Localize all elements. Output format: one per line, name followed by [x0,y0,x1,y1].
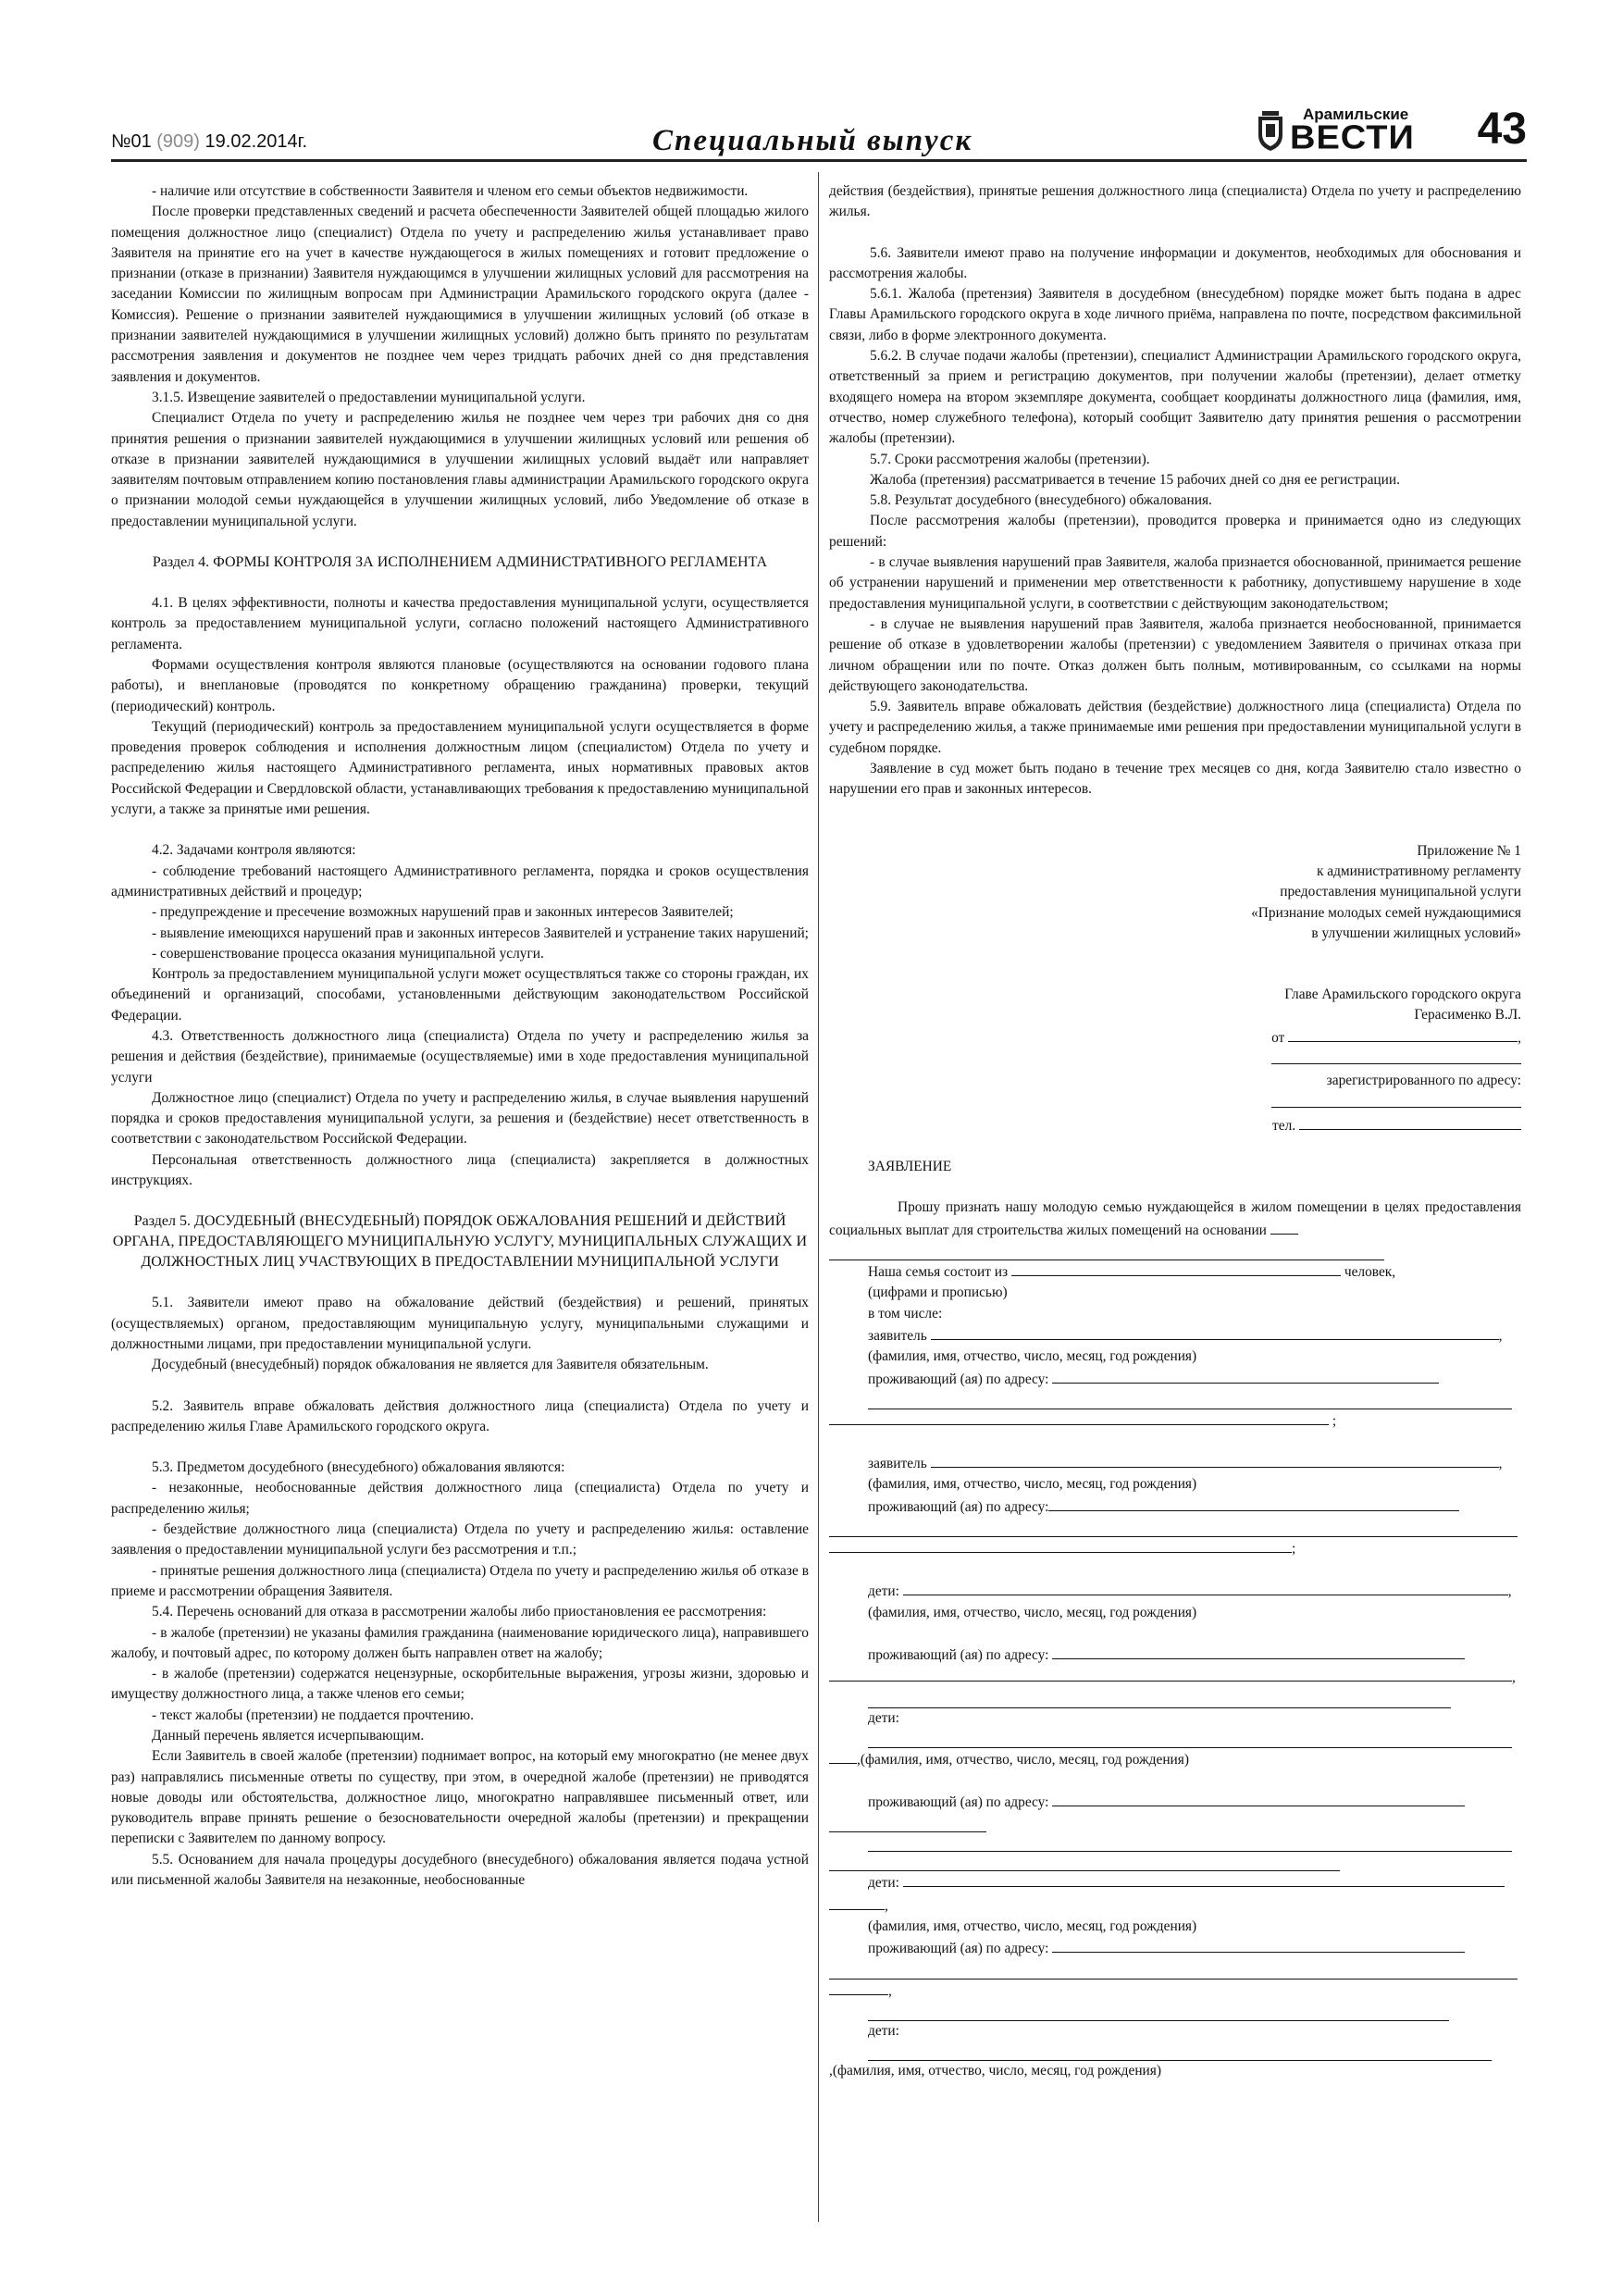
paragraph: 5.6. Заявители имеют право на получение информации и документов, необходимых для обоснования и рассмотрения жалобы. [829,244,1521,281]
paragraph: Текущий (периодический) контроль за предоставлением муниципальной услуги осуществляется в форме проведения проверок соблюдения и исполнения должностным лицом (специалистом) Отдела по учету и распределению жилья настоящего Административного регламента, иных нормативных правовых актов Российской Федерации и Свердловской области, устанавливающих требования к предоставлению муниципальной услуги, а также за принятые ими решения. [111,718,809,818]
paragraph: Должностное лицо (специалист) Отдела по учету и распределению жилья, в случае выявления нарушений порядка и сроков предоставления муниципальной услуги, за решения и (бездействие) несет ответственность в соответствии с законодательством Российской Федерации. [111,1089,809,1148]
child-2-address-4[interactable] [829,1852,1340,1871]
basis-field-2[interactable] [829,1241,1384,1260]
paragraph: Формами осуществления контроля являются плановые (осуществляются на основании годового плана работы), и внеплановые (проводятся по конкретному обращению гражданина) проверки, текущий (периодический) контроль. [111,656,809,714]
appendix-line: в улучшении жилищных условий» [1311,925,1521,941]
applicant-2-address[interactable] [1048,1496,1459,1511]
basis-field[interactable] [1270,1219,1298,1235]
appendix-block [829,841,1521,944]
child-2-field[interactable] [868,1729,1512,1748]
child-3-address-3[interactable] [829,1980,888,1995]
address-label: проживающий (ая) по адресу: [868,1498,1049,1515]
child-3-address-4[interactable] [868,2002,1449,2021]
applicant-2-field[interactable] [931,1452,1499,1468]
issue-date: 19.02.2014г. [204,131,308,152]
paragraph: - незаконные, необоснованные действия должностного лица (специалиста) Отдела по учету и распределению жилья; [111,1480,809,1517]
applicant-2-address-2[interactable] [829,1518,1518,1537]
paragraph: Если Заявитель в своей жалобе (претензии) поднимает вопрос, на который ему многократно (не менее двух раз) направлялись письменные ответы по существу, при этом, в очередной жалобе (претензии) не приводятся новые доводы или обстоятельства, должностное лицо, многократно направлявшее письменный ответ, или руководитель вправе принять решение о безосновательности очередной жалобы (претензии) и прекращении переписки с Заявителем по данному вопросу. [111,1748,809,1847]
logo-title: ВЕСТИ [1290,119,1415,156]
request-text: Прошу признать нашу молодую семью нуждающейся в жилом помещении в целях предоставления социальных выплат для строительства жилых помещений на основании [829,1199,1521,1238]
applicant-1-field[interactable] [931,1324,1499,1340]
paragraph: - в жалобе (претензии) не указаны фамилия гражданина (наименование юридического лица), направившего жалобу, и почтовый адрес, по которому должен быть направлен ответ на жалобу; [111,1624,809,1661]
paragraph: - наличие или отсутствие в собственности Заявителя и членом его семьи объектов недвижимости. [152,183,749,199]
registered-label: зарегистрированного по адресу: [1326,1073,1521,1089]
logo-subtitle: Арамильские [1303,105,1409,123]
child-1-address[interactable] [1052,1644,1465,1659]
issue-info [111,131,307,153]
page-number: 43 [1477,105,1527,154]
paragraph: 3.1.5. Извещение заявителей о предоставлении муниципальной услуги. [152,389,586,405]
paragraph: 5.6.1. Жалоба (претензия) Заявителя в досудебном (внесудебном) порядке может быть подана в адрес Главы Арамильского городского округа в ходе личного приёма, направлена по почте, посредством факсимильной связи, либо в форме электронного документа. [829,286,1521,343]
children-label: дети: [868,1709,899,1726]
tel-label: тел. [1272,1117,1296,1134]
including-label: в том числе: [868,1305,943,1322]
children-label: дети: [868,1583,899,1600]
child-3-field[interactable] [903,1871,1505,1887]
paragraph: 5.1. Заявители имеют право на обжалование действий (бездействия) и решений, принятых (осуществляемых) органом, предоставляющим муниципальную услугу, муниципальными служащими и должностными лицами, при предоставлении муниципальной услуги. [111,1295,809,1352]
paragraph: 4.3. Ответственность должностного лица (специалиста) Отдела по учету и распределению жилья за решения и действия (бездействие), принимаемые (осуществляемые) ими в ходе предоставления муниципальной услуги [111,1027,809,1086]
addressee-line: Главе Арамильского городского округа [1284,987,1521,1003]
paragraph: - в случае не выявления нарушений прав Заявителя, жалоба признается необоснованной, принимается решение об отказе в удовлетворении жалобы (претензии) с уведомлением Заявителя о причинах отказа при личном обращении или по почте. Отказ должен быть полным, мотивированным, со ссылками на нормы действующего законодательства. [829,615,1521,694]
section-5-heading: Раздел 5. ДОСУДЕБНЫЙ (ВНЕСУДЕБНЫЙ) ПОРЯДОК ОБЖАЛОВАНИЯ РЕШЕНИЙ И ДЕЙСТВИЙ ОРГАНА, ПРЕДОСТАВЛЯЮЩЕГО МУНИЦИПАЛЬНУЮ УСЛУГУ, МУНИЦИПАЛЬНЫХ СЛУЖАЩИХ И ДОЛЖНОСТНЫХ ЛИЦ УЧАСТВУЮЩИХ В ПРЕДОСТАВЛЕНИИ МУНИЦИПАЛЬНОЙ УСЛУГИ [112,1213,808,1271]
paragraph: Специалист Отдела по учету и распределению жилья не позднее чем через три рабочих дня со дня принятия решения о признании заявителей нуждающимися в улучшении жилищных условий или решения об отказе в признании заявителей нуждающимися в улучшении жилищных условий выдаёт или направляет заявителям почтовым отправлением копию постановления главы администрации Арамильского городского округа о признании молодой семьи нуждающейся в улучшении жилищных условий, либо Уведомление об отказе в предоставлении муниципальной услуги. [111,410,809,529]
child-3-field-2[interactable] [829,1894,885,1910]
address-field[interactable] [1271,1092,1521,1108]
paragraph: 4.1. В целях эффективности, полноты и качества предоставления муниципальной услуги, осуществляется контроль за предоставлением муниципальной услуги, согласно положений настоящего Административного регламента. [111,595,809,652]
paragraph: Жалоба (претензия) рассматривается в течение 15 рабочих дней со дня ее регистрации. [870,471,1400,488]
family-count-field[interactable] [1011,1260,1341,1276]
from-label: от [1271,1029,1285,1046]
child-1-address-3[interactable] [868,1689,1451,1708]
paragraph: 5.4. Перечень оснований для отказа в рассмотрении жалобы либо приостановления ее рассмотрения: [152,1604,767,1620]
applicant-2-address-3[interactable] [829,1537,1292,1553]
page-header [111,104,1527,159]
paragraph: Досудебный (внесудебный) порядок обжалования не является для Заявителя обязательным. [152,1357,709,1373]
paragraph: 5.9. Заявитель вправе обжаловать действия (бездействие) должностного лица (специалиста) Отдела по учету и распределению жилья, а также принимаемые ими решения при предоставлении муниципальной услуги в судебном порядке. [829,699,1521,756]
child-2-field-2[interactable] [829,1748,857,1764]
paragraph: - предупреждение и пресечение возможных нарушений прав и законных интересов Заявителей; [152,904,734,921]
appendix-line: «Признание молодых семей нуждающимися [1251,904,1521,921]
fio-hint: (фамилия, имя, отчество, число, месяц, год рождения) [868,1918,1197,1934]
paragraph: После проверки представленных сведений и расчета обеспеченности Заявителей общей площадью жилого помещения должностное лицо (специалист) Отдела по учету и распределению жилья устанавливает право Заявителя на принятие его на учет в качестве нуждающегося в жилых помещениях и готовит предложение о признании (отказе в признании) Заявителя нуждающимся в улучшении жилищных условий для рассмотрения на заседании Комиссии по жилищным вопросам при Администрации Арамильского городского округа (далее - Комиссия). Решение о признании заявителей нуждающимися в улучшении жилищных условий (об отказе в признании заявителей нуждающимися в улучшении жилищных условий) должно быть принято по результатам рассмотрения заявления и документов не позднее чем через тридцать рабочих дней со дня представления заявления и документов. [111,204,809,385]
paragraph: - текст жалобы (претензии) не поддается прочтению. [152,1706,474,1723]
child-1-field[interactable] [903,1580,1508,1595]
child-1-address-2[interactable] [829,1666,1512,1682]
address-label: проживающий (ая) по адресу: [868,1646,1049,1663]
tel-field[interactable] [1299,1114,1521,1130]
appendix-line: предоставления муниципальной услуги [1280,884,1521,900]
paragraph: - выявление имеющихся нарушений прав и законных интересов Заявителей и устранение таких нарушений; [152,925,809,941]
form-title: ЗАЯВЛЕНИЕ [868,1159,952,1175]
issue-total: (909) [156,131,200,152]
applicant-1-address[interactable] [1052,1368,1439,1384]
address-label: проживающий (ая) по адресу: [868,1371,1049,1387]
applicant-1-address-2[interactable] [868,1390,1512,1409]
people-label: человек, [1344,1264,1396,1281]
addressee-line: Герасименко В.Л. [1414,1007,1521,1024]
paragraph: 5.5. Основанием для начала процедуры досудебного (внесудебного) обжалования является подача устной или письменной жалобы Заявителя на незаконные, необоснованные [111,1851,809,1889]
address-label: проживающий (ая) по адресу: [868,1941,1049,1957]
paragraph: Контроль за предоставлением муниципальной услуги может осуществляться также со стороны граждан, их объединений и организаций, способами, установленными действующим законодательством Российской Федерации. [111,966,809,1024]
paragraph: - принятые решения должностного лица (специалиста) Отдела по учету и распределению жилья об отказе в приеме и рассмотрении обращения Заявителя. [111,1562,809,1599]
fio-hint: (фамилия, имя, отчество, число, месяц, год рождения) [868,1476,1197,1493]
paragraph: Заявление в суд может быть подано в течение трех месяцев со дня, когда Заявителю стало известно о нарушении его прав и законных интересов. [829,761,1521,798]
applicant-label: заявитель [868,1327,927,1344]
paragraph: После рассмотрения жалобы (претензии), проводится проверка и принимается одно из следующих решений: [829,513,1521,550]
paragraph: - соблюдение требований настоящего Административного регламента, порядка и сроков осуществления административных действий и процедур; [111,863,809,900]
issue-number: №01 [111,131,152,152]
applicant-1-address-3[interactable] [829,1409,1329,1425]
paragraph: Персональная ответственность должностного лица (специалиста) закрепляется в должностных инструкциях. [111,1151,809,1189]
fio-hint: (фамилия, имя, отчество, число, месяц, год рождения) [832,2063,1162,2079]
numwords-hint: (цифрами и прописью) [868,1285,1008,1301]
paragraph: 5.7. Сроки рассмотрения жалобы (претензии). [870,451,1150,467]
column-divider [818,172,819,2222]
addressee-block: Главе Арамильского городского округа Герасименко В.Л. от , зарегистрированного по адресу: тел. [829,985,1521,1136]
section-4-heading: Раздел 4. ФОРМЫ КОНТРОЛЯ ЗА ИСПОЛНЕНИЕМ АДМИНИСТРАТИВНОГО РЕГЛАМЕНТА [152,554,768,571]
paragraph: 5.6.2. В случае подачи жалобы (претензии), специалист Администрации Арамильского городского округа, ответственный за прием и регистрацию документов, при получении жалобы (претензии), делает отметку входящего номера на втором экземпляре документа, сообщает координаты должностного лица (фамилия, имя, отчество, номер служебного телефона), который сообщит Заявителю дату принятия решения о рассмотрении жалобы (претензии). [829,348,1521,447]
appendix-line: к административному регламенту [1316,863,1521,879]
from-field[interactable] [1288,1026,1518,1042]
appendix-line: Приложение № 1 [1417,842,1521,859]
paragraph: 5.2. Заявитель вправе обжаловать действия должностного лица (специалиста) Отдела по учету и распределению жилья Главе Арамильского городского округа. [111,1397,809,1434]
left-column [111,181,809,1891]
address-label: проживающий (ая) по адресу: [868,1794,1049,1811]
special-issue-title: Специальный выпуск [652,124,973,157]
fio-hint: (фамилия, имя, отчество, число, месяц, год рождения) [868,1604,1197,1620]
right-column: действия (бездействия), принятые решения должностного лица (специалиста) Отдела по учету и распределению жилья. 5.6. Заявители имеют право на получение информации и документов, необходимых для обоснования и рассмотрения жалобы. 5.6.1. Жалоба (претензия) Заявителя в досудебном (внесудебном) порядке может быть подана в адрес Главы Арамильского городского округа в ходе личного приёма, направлена по почте, посредством факсимильной связи, либо в форме электронного документа. 5.6.2. В случае подачи жалобы (претензии), специалист Администрации Арамильского городского округа, ответственный за прием и регистрацию документов, при получении жалобы (претензии), делает отметку входящего номера на втором экземпляре документа, сообщает координаты должностного лица (фамилия, имя, отчество, номер служебного телефона), который сообщит Заявителю дату принятия решения о рассмотрении жалобы (претензии). 5.7. Сроки рассмотрения жалобы (претензии). Жалоба (претензия) рассматривается в течение 15 рабочих дней со дня ее регистрации. 5.8. Результат досудебного (внесудебного) обжалования. После рассмотрения жалобы (претензии), проводится проверка и принимается одно из следующих решений: - в случае выявления нарушений прав Заявителя, жалоба признается обоснованной, принимается решение об устранении нарушений и применении мер ответственности к работнику, допустившему нарушение в ходе предоставления муниципальной услуги, в соответствии с действующим законодательством; - в случае не выявления нарушений прав Заявителя, жалоба признается необоснованной, принимается решение об отказе в удовлетворении жалобы (претензии) с уведомлением Заявителя о причинах отказа при личном обращении или по почте. Отказ должен быть полным, мотивированным, со ссылками на нормы действующего законодательства. 5.9. Заявитель вправе обжаловать действия (бездействие) должностного лица (специалиста) Отдела по учету и распределению жилья, а также принимаемые ими решения при предоставлении муниципальной услуги в судебном порядке. Заявление в суд может быть подано в течение трех месяцев со дня, когда Заявителю стало известно о нарушении его прав и законных интересов. Приложение № 1 к административному регламенту предоставления муниципальной услуги «Признание молодых семей нуждающимися в улучшении жилищных условий» Главе Арамильского городского округа Герасименко В.Л. от , зарегистрированного по адресу: тел. ЗАЯВЛЕНИЕ Прошу признать нашу молодую семью нуждающейся в жилом помещении в целях предоставления социальных выплат для строительства жилых помещений на основании Наша семья состоит из человек, (цифрами и прописью) в том числе: заявитель , (фамилия, имя, отчество, число, месяц, год рождения) проживающий (ая) по адресу: ; заявитель , (фамилия, имя, отчество, число, месяц, год рождения) проживающий (ая) по адресу: ; дети: , (фамилия, имя, отчество, число, месяц, год рождения) проживающий (ая) по адресу: , дети: ,(фамилия, имя, отчество, число, месяц, год рождения) проживающий (ая) по адресу: дети: , (фамилия, имя, отчество, число, месяц, год рождения) проживающий (ая) по адресу: , дети: ,(фамилия, имя, отчество, число, месяц, год рождения) [829,183,1521,2079]
paragraph: - в случае выявления нарушений прав Заявителя, жалоба признается обоснованной, принимается решение об устранении нарушений и применении мер ответственности к работнику, допустившему нарушение в ходе предоставления муниципальной услуги, в соответствии с действующим законодательством; [829,554,1521,612]
paragraph: действия (бездействия), принятые решения должностного лица (специалиста) Отдела по учету и распределению жилья. [829,183,1521,220]
child-4-field[interactable] [868,2042,1492,2061]
paragraph: - совершенствование процесса оказания муниципальной услуги. [152,945,544,962]
child-3-address[interactable] [1052,1937,1465,1953]
child-2-address[interactable] [1052,1791,1465,1806]
newspaper-logo [1257,104,1415,159]
paragraph: 5.8. Результат досудебного (внесудебного) обжалования. [870,492,1212,509]
children-label: дети: [868,2022,899,2039]
paragraph: Данный перечень является исчерпывающим. [152,1728,425,1744]
child-2-address-3[interactable] [868,1832,1512,1852]
children-label: дети: [868,1875,899,1892]
from-field-2[interactable] [1271,1049,1521,1064]
paragraph: 5.3. Предметом досудебного (внесудебного) обжалования являются: [152,1459,565,1476]
family-label: Наша семья состоит из [868,1264,1009,1281]
header-rule [111,159,1527,162]
paragraph: - бездействие должностного лица (специалиста) Отдела по учету и распределению жилья: оставление заявления о предоставлении муниципальной услуги без рассмотрения и т.п.; [111,1521,809,1558]
applicant-label: заявитель [868,1456,927,1472]
paragraph: 4.2. Задачами контроля являются: [152,842,356,859]
fio-hint: (фамилия, имя, отчество, число, месяц, год рождения) [860,1751,1190,1768]
fio-hint: (фамилия, имя, отчество, число, месяц, год рождения) [868,1348,1197,1365]
coat-of-arms-icon [1257,111,1284,152]
child-2-address-2[interactable] [829,1813,986,1832]
child-3-address-2[interactable] [829,1960,1518,1980]
paragraph: - в жалобе (претензии) содержатся нецензурные, оскорбительные выражения, угрозы жизни, здоровью и имуществу должностного лица, а также членов его семьи; [111,1666,809,1703]
